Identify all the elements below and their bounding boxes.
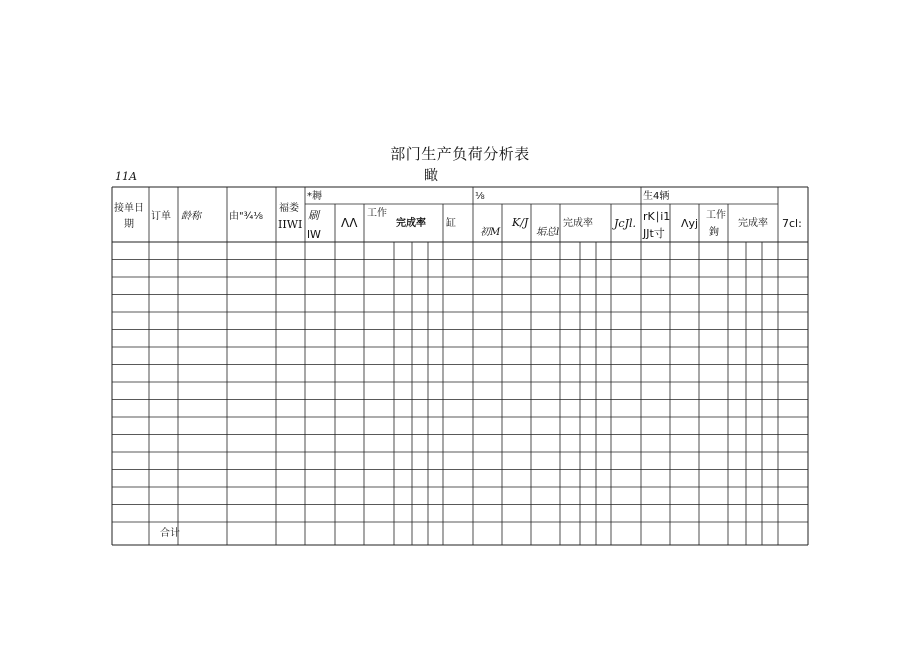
g1-header-b: ΛΛ xyxy=(341,216,358,230)
g3-header-work-line2: 鉤 xyxy=(709,227,719,238)
total-row-label: 合计 xyxy=(160,528,180,539)
header-col4: 由"¾⅛ xyxy=(229,211,263,222)
header-order-date-line2: 期 xyxy=(124,219,134,230)
g3-header-b-line2: JJt寸 xyxy=(643,227,665,240)
g3-header-c: Λyj xyxy=(681,217,699,230)
g1-header-e: 缸 xyxy=(446,218,456,229)
page-title: 部门生产负荷分析表 xyxy=(390,145,530,163)
g3-header-completion-rate: 完成率 xyxy=(738,218,768,229)
header-col5-line1: 福娄 xyxy=(279,203,299,214)
g2-header-c: 垢总l xyxy=(536,227,560,238)
g1-header-work: 工作 xyxy=(367,208,387,219)
header-col5-line2: IIWI xyxy=(278,218,303,231)
g1-header-completion-rate: 完成率 xyxy=(396,218,426,229)
header-name: 龄称 xyxy=(181,211,201,222)
g1-header-a-line2: lW xyxy=(307,228,321,241)
g3-header-f: 7cl: xyxy=(782,217,802,230)
header-order: 订单 xyxy=(151,211,171,222)
g1-header-a-line1: 刷 xyxy=(308,209,319,222)
g2-header-a: 初M xyxy=(480,227,501,238)
header-order-date-line1: 接单日 xyxy=(114,203,144,214)
department-label: 11A xyxy=(115,170,137,183)
group-header-1: *耨 xyxy=(307,191,322,202)
g3-header-a: JcJl. xyxy=(614,217,636,230)
g2-header-b: K/J xyxy=(512,216,529,229)
group-header-2: ⅛ xyxy=(475,191,485,202)
period-label: 瞰 xyxy=(424,168,438,184)
group-header-3: 生4辆 xyxy=(643,191,670,202)
g3-header-b-line1: rK∣i1 xyxy=(643,210,671,223)
g3-header-work-line1: 工作 xyxy=(706,210,726,221)
g2-header-completion-rate: 完成率 xyxy=(563,218,593,229)
